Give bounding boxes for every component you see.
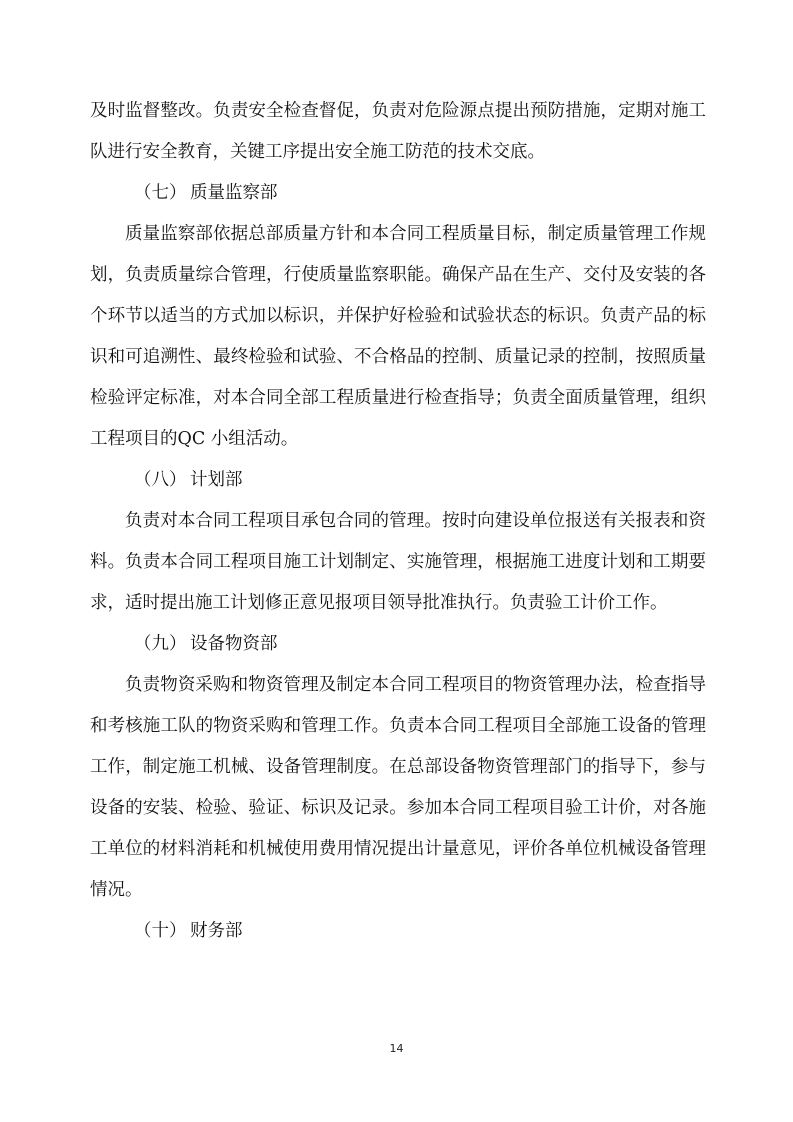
- section-heading-finance: [90, 911, 706, 952]
- paragraph-equipment-materials: 负责物资采购和物资管理及制定本合同工程项目的物资管理办法，检查指导和考核施工队的物资采购和管理工作。负责本合同工程项目全部施工设备的管理工作，制定施工机械、设备管理制度。在总部设备物资管理部门的指导下，参与设备的安装、检验、验证、标识及记录。参加本合同工程项目验工计价，对各施工单位的材料消耗和机械使用费用情况提出计量意见，评价各单位机械设备管理情况。: [90, 675, 706, 900]
- paragraph-safety-continuation: 及时监督整改。负责安全检查督促，负责对危险源点提出预防措施，定期对施工队进行安全教育，关键工序提出安全施工防范的技术交底。: [90, 101, 706, 162]
- section-number: （十）: [134, 921, 187, 941]
- page-content: [90, 91, 706, 952]
- page-number: 14: [389, 1042, 404, 1055]
- section-heading-planning: [90, 460, 706, 501]
- paragraph-quality-supervision: 质量监察部依据总部质量方针和本合同工程质量目标，制定质量管理工作规划，负责质量综合管理，行使质量监察职能。确保产品在生产、交付及安装的各个环节以适当的方式加以标识，并保护好检验和试验状态的标识。负责产品的标识和可追溯性、最终检验和试验、不合格品的控制、质量记录的控制，按照质量检验评定标准，对本合同全部工程质量进行检查指导；负责全面质量管理，组织工程项目的QC 小组活动。: [90, 224, 706, 449]
- section-title: 计划部: [190, 470, 243, 490]
- section-title: 财务部: [190, 921, 243, 941]
- section-title: 质量监察部: [190, 183, 278, 203]
- section-heading-quality-supervision: [90, 173, 706, 214]
- section-number: （八）: [134, 470, 187, 490]
- section-heading-equipment-materials: [90, 624, 706, 665]
- section-number: （九）: [134, 634, 187, 654]
- section-title: 设备物资部: [190, 634, 278, 654]
- paragraph-planning: 负责对本合同工程项目承包合同的管理。按时向建设单位报送有关报表和资料。负责本合同工程项目施工计划制定、实施管理，根据施工进度计划和工期要求，适时提出施工计划修正意见报项目领导批准执行。负责验工计价工作。: [90, 511, 706, 613]
- section-number: （七）: [134, 183, 187, 203]
